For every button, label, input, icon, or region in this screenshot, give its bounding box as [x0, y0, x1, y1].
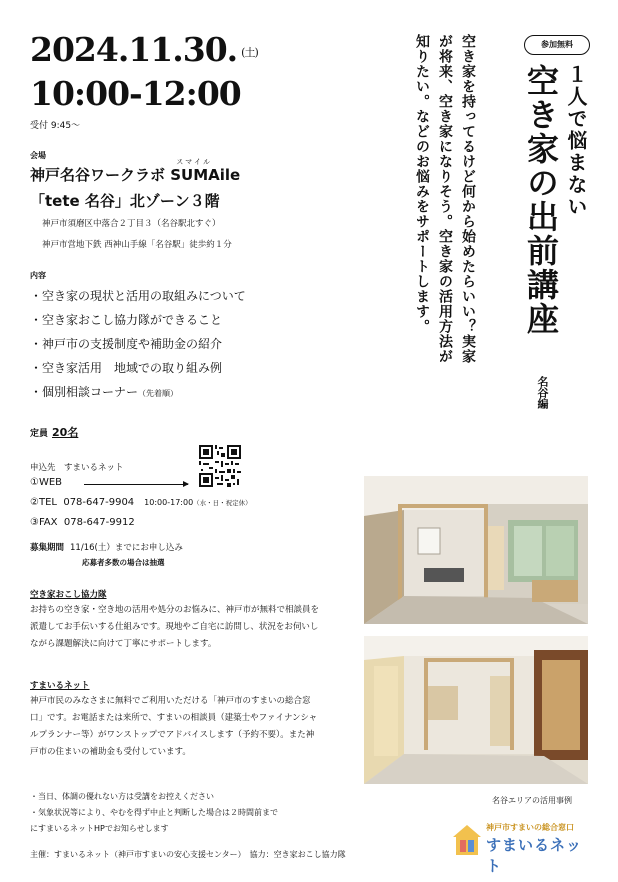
room-photo-2: [364, 636, 588, 784]
organizer-footer: 主催：すまいるネット（神戸市すまいの安心支援センター） 協力：空き家おこし協力隊: [30, 850, 346, 859]
description: 空き家を持ってるけど何から始めたらいい？実家が将来、空き家になりそう。空き家の活用方法が知りたい。などのお悩みをサポートします。: [414, 34, 476, 364]
room-photo-1: [364, 476, 588, 624]
house-logo-icon: [452, 824, 482, 856]
venue-name: 神戸名谷ワークラボ スマイル SUMAile: [30, 158, 241, 184]
title-line2: 空き家の出前講座: [522, 64, 560, 336]
notes: [30, 789, 330, 837]
venue-address: 神戸市須磨区中落合２丁目３（名谷駅北すぐ）: [42, 219, 221, 229]
contents-label: 内容: [30, 271, 46, 280]
sumai-net-text: 神戸市民のみなさまに無料でご利用いただける「神戸市のすまいの総合窓口」です。お電話または来所で、すまいの相談員（建築士やファイナンシャルプランナー等）がワンストップでアドバイスします（予約不要）。また神戸市の住まいの補助金も受付しています。: [30, 696, 318, 757]
note-line: にすまいるネットHPでお知らせします: [30, 824, 169, 833]
venue-label: 会場: [30, 151, 46, 160]
akiya-team-title: 空き家おこし協力隊: [30, 590, 107, 600]
lottery-note: 応募者多数の場合は抽選: [82, 558, 165, 567]
apply-label: 申込先 すまいるネット: [30, 463, 124, 473]
list-item: ・空き家おこし協力隊ができること: [30, 313, 223, 327]
free-badge: 参加無料: [524, 35, 590, 55]
event-time: 10:00-12:00: [30, 74, 241, 113]
list-item: ・神戸市の支援制度や補助金の紹介: [30, 337, 223, 351]
tel-number[interactable]: 078-647-9904: [63, 497, 135, 508]
fax-line: ③FAX 078-647-9912: [30, 517, 135, 528]
list-item: ・空き家活用 地域での取り組み例: [30, 361, 223, 375]
tel-line: ②TEL 078-647-9904 10:00-17:00（水・日・祝定休）: [30, 497, 252, 508]
title-line1: １人で悩まない: [564, 64, 588, 218]
venue-ruby: スマイル: [176, 158, 212, 166]
logo-subtitle: 神戸市すまいの総合窓口: [486, 823, 574, 832]
application-period: 募集期間 11/16(土）までにお申し込み: [30, 543, 183, 553]
list-item: ・空き家の現状と活用の取組みについて: [30, 289, 246, 303]
event-date: 2024.11.30. (土): [30, 30, 258, 69]
arrow-right-icon: [84, 484, 188, 485]
capacity: 定員 20名: [30, 426, 79, 439]
venue-access: 神戸市営地下鉄 西神山手線「名谷駅」徒歩約１分: [42, 240, 232, 250]
reception-time: 受付 9:45〜: [30, 121, 81, 131]
sumai-net-title: すまいるネット: [30, 681, 90, 691]
venue-floor: 「tete 名谷」北ゾーン３階: [30, 192, 220, 210]
akiya-team-text: お持ちの空き家・空き地の活用や処分のお悩みに、神戸市が無料で相談員を派遣してお手伝いする仕組みです。現地やご自宅に訪問し、状況をお伺いしながら課題解決に向けて丁寧にサポートします。: [30, 605, 320, 649]
qr-code-icon[interactable]: [199, 445, 241, 487]
contents-list: [30, 284, 246, 404]
event-weekday: (土): [241, 46, 258, 59]
note-line: ・気象状況等により、やむを得ず中止と判断した場合は２時間前まで: [30, 808, 278, 817]
note-line: ・当日、体調の優れない方は受講をお控えください: [30, 792, 214, 801]
photo-caption: 名谷エリアの活用事例: [492, 796, 572, 805]
list-item: ・個別相談コーナー（先着順）: [30, 385, 179, 399]
sumai-net-logo: [452, 820, 592, 875]
web-link[interactable]: ①WEB: [30, 477, 63, 488]
logo-name: すまいるネット: [486, 836, 583, 875]
title-sub: 名谷編: [536, 376, 549, 409]
fax-number: 078-647-9912: [63, 517, 135, 528]
